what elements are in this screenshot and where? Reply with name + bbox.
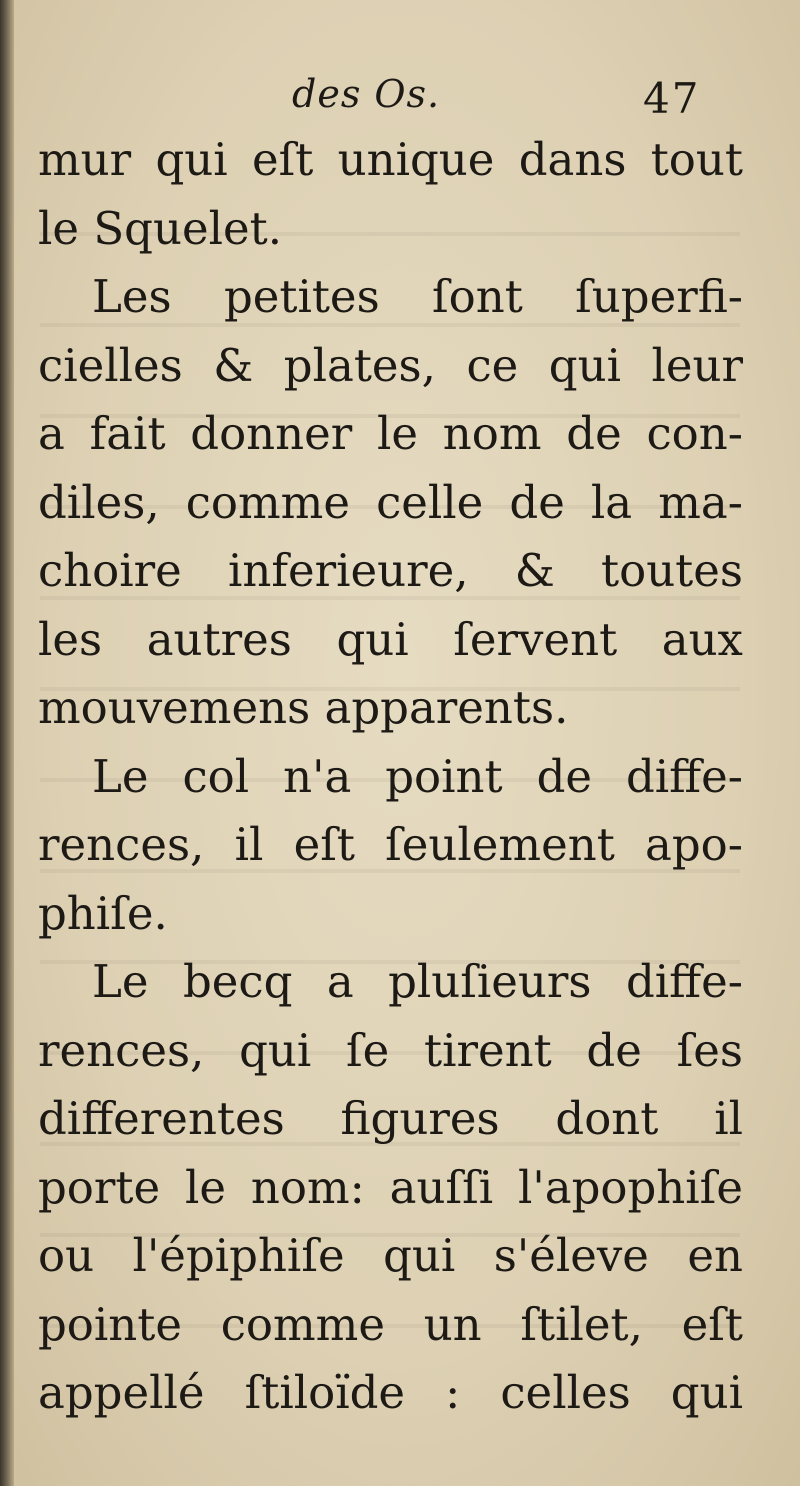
- word: le: [377, 407, 419, 460]
- word: Squelet.: [93, 201, 283, 255]
- word: mur: [38, 133, 132, 186]
- word: celle: [376, 475, 484, 529]
- word: celles: [500, 1366, 631, 1419]
- text-line: [38, 606, 743, 675]
- word: eſt: [293, 818, 355, 871]
- word: nom:: [250, 1160, 365, 1214]
- word: de: [566, 407, 622, 460]
- word: ſeulement: [385, 818, 615, 871]
- word: ce: [466, 338, 519, 392]
- word: diles,: [38, 475, 160, 529]
- word: Le: [92, 955, 149, 1008]
- word: ſtilet,: [520, 1297, 643, 1351]
- word: ſtiloïde: [244, 1366, 406, 1419]
- word: le: [38, 201, 80, 255]
- word: pluſieurs: [388, 955, 592, 1008]
- word: comme: [185, 475, 350, 529]
- text-line: [38, 1154, 743, 1223]
- text-line: [38, 537, 743, 606]
- word: porte: [38, 1160, 161, 1214]
- word: &: [514, 544, 555, 597]
- word: dans: [518, 133, 627, 186]
- text-line: [38, 880, 743, 949]
- word: rences,: [38, 818, 205, 871]
- word: ſervent: [453, 612, 618, 666]
- word: toutes: [601, 544, 743, 597]
- word: comme: [220, 1297, 385, 1351]
- word: petites: [223, 270, 380, 323]
- word: ma-: [658, 475, 743, 529]
- text-line: [38, 126, 743, 195]
- word: l'apophiſe: [518, 1160, 743, 1214]
- word: les: [38, 612, 103, 666]
- text-line: [38, 1291, 743, 1360]
- word: Les: [92, 270, 172, 323]
- paragraph-first-line: [38, 948, 743, 1017]
- word: ſes: [676, 1023, 743, 1077]
- text-line: [38, 1085, 743, 1154]
- word: ou: [38, 1229, 95, 1282]
- word: unique: [337, 133, 495, 186]
- word: il: [234, 818, 264, 871]
- body-text: [38, 126, 743, 1428]
- word: point: [385, 749, 503, 803]
- word: autres: [146, 612, 292, 666]
- word: le: [184, 1160, 227, 1214]
- word: qui: [155, 133, 228, 186]
- word: eſt: [251, 133, 314, 186]
- word: de: [536, 749, 592, 803]
- word: becq: [182, 955, 293, 1008]
- text-line: [38, 332, 743, 401]
- word: eſt: [681, 1297, 743, 1351]
- word: cielles: [38, 338, 183, 392]
- word: qui: [548, 338, 621, 392]
- word: pointe: [38, 1297, 182, 1351]
- word: qui: [239, 1023, 312, 1077]
- word: n'a: [283, 749, 352, 803]
- text-line: [38, 811, 743, 880]
- word: auſſi: [389, 1160, 494, 1214]
- word: inferieure,: [227, 544, 469, 597]
- word: tout: [650, 133, 743, 186]
- word: ſuperfi-: [575, 270, 743, 323]
- word: s'éleve: [493, 1229, 649, 1282]
- word: phiſe.: [38, 886, 168, 940]
- word: il: [714, 1092, 743, 1145]
- binding-edge: [0, 0, 14, 1486]
- word: apparents.: [324, 681, 569, 734]
- word: &: [213, 338, 254, 392]
- word: ſont: [432, 270, 523, 323]
- word: differentes: [38, 1092, 285, 1145]
- word: qui: [383, 1229, 456, 1282]
- paragraph-first-line: [38, 743, 743, 812]
- word: en: [687, 1229, 743, 1282]
- word: qui: [670, 1366, 743, 1419]
- word: diffe-: [625, 955, 743, 1008]
- word: col: [182, 749, 250, 803]
- word: appellé: [38, 1366, 205, 1419]
- word: diffe-: [625, 749, 743, 803]
- word: dont: [555, 1092, 659, 1145]
- word: leur: [651, 338, 743, 392]
- page-header: [0, 72, 800, 132]
- word: a: [38, 407, 65, 460]
- word: Le: [92, 749, 149, 803]
- running-head: des Os.: [292, 72, 441, 116]
- page-number: 47: [643, 74, 701, 123]
- word: con-: [646, 407, 743, 460]
- word: choire: [38, 544, 182, 597]
- word: un: [423, 1297, 482, 1351]
- text-line: [38, 1222, 743, 1291]
- word: donner: [190, 407, 353, 460]
- word: tirent: [424, 1023, 552, 1077]
- paragraph-first-line: [38, 263, 743, 332]
- text-line: [38, 469, 743, 538]
- word: ſe: [345, 1023, 390, 1077]
- word: aux: [661, 612, 743, 666]
- word: fait: [89, 407, 166, 460]
- word: mouvemens: [38, 681, 311, 734]
- word: rences,: [38, 1023, 205, 1077]
- text-line: [38, 1017, 743, 1086]
- word: a: [326, 955, 354, 1008]
- word: la: [590, 475, 633, 529]
- word: :: [445, 1366, 461, 1419]
- word: de: [586, 1023, 642, 1077]
- word: figures: [340, 1092, 500, 1145]
- word: nom: [442, 407, 542, 460]
- text-line: [38, 1359, 743, 1428]
- text-line: [38, 674, 743, 743]
- word: apo-: [645, 818, 743, 871]
- word: qui: [336, 612, 409, 666]
- text-line: [38, 195, 743, 264]
- text-line: [38, 400, 743, 469]
- word: de: [509, 475, 565, 529]
- word: l'épiphiſe: [132, 1229, 345, 1282]
- word: plates,: [283, 338, 436, 392]
